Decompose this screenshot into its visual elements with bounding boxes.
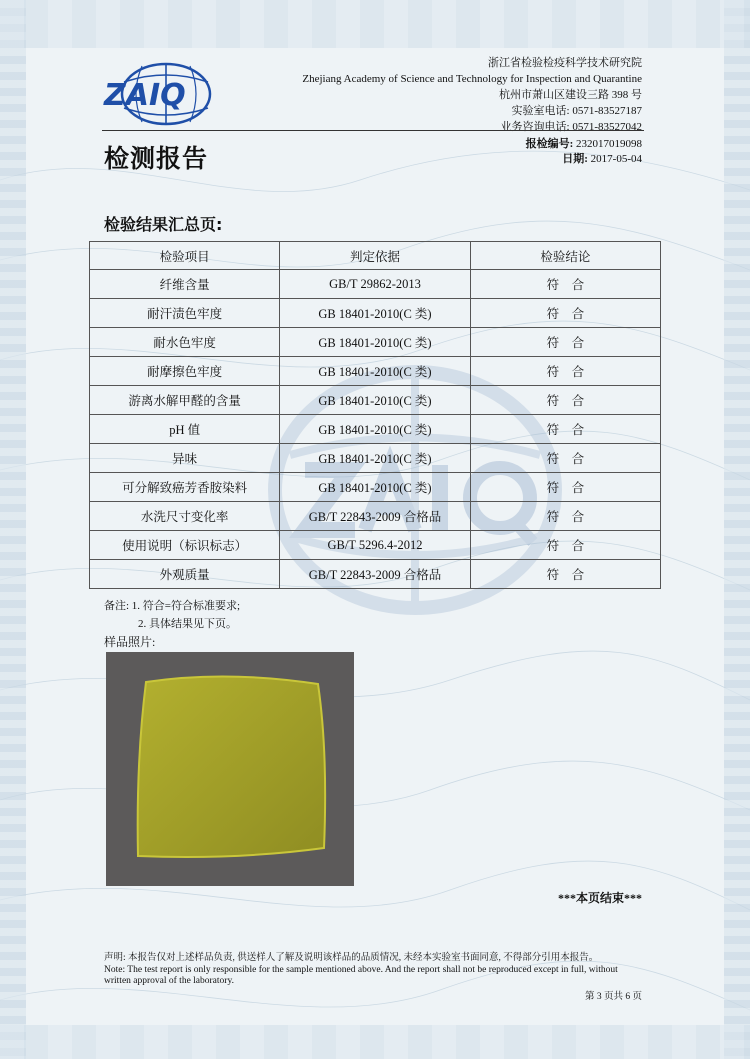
test-item: 耐汗渍色牢度	[90, 299, 280, 328]
table-row	[90, 386, 661, 415]
end-of-page-mark: ***本页结束***	[557, 891, 642, 905]
report-meta	[526, 137, 642, 167]
table-row	[90, 560, 661, 589]
header-conclusion: 检验结论	[470, 242, 660, 270]
standard: GB 18401-2010(C 类)	[280, 444, 470, 473]
conclusion: 符 合	[470, 386, 660, 415]
report-number-line	[526, 137, 642, 152]
conclusion: 符 合	[470, 560, 660, 589]
conclusion: 符 合	[470, 270, 660, 299]
page-number: 第 3 页共 6 页	[584, 992, 642, 1002]
report-number: 232017019098	[576, 138, 642, 150]
table-row	[90, 531, 661, 560]
test-item: 可分解致癌芳香胺染料	[90, 473, 280, 502]
test-item: 外观质量	[90, 560, 280, 589]
org-address: 杭州市萧山区建设三路 398 号	[499, 89, 642, 101]
conclusion: 符 合	[470, 299, 660, 328]
zaiq-logo	[100, 60, 230, 130]
standard: GB 18401-2010(C 类)	[280, 386, 470, 415]
table-row	[90, 328, 661, 357]
standard: GB 18401-2010(C 类)	[280, 357, 470, 386]
test-item: 异味	[90, 444, 280, 473]
conclusion: 符 合	[470, 502, 660, 531]
page-title: 检测报告	[104, 144, 209, 173]
conclusion: 符 合	[470, 531, 660, 560]
standard: GB 18401-2010(C 类)	[280, 299, 470, 328]
standard: GB/T 5296.4-2012	[280, 531, 470, 560]
test-item: 使用说明（标识标志）	[90, 531, 280, 560]
test-item: 纤维含量	[90, 270, 280, 299]
header-test-item: 检验项目	[90, 242, 280, 270]
header-standard: 判定依据	[280, 242, 470, 270]
sample-photo-label: 样品照片:	[104, 635, 156, 649]
conclusion: 符 合	[470, 357, 660, 386]
table-row	[90, 473, 661, 502]
standard: GB/T 29862-2013	[280, 270, 470, 299]
summary-title: 检验结果汇总页:	[104, 215, 223, 234]
conclusion: 符 合	[470, 415, 660, 444]
conclusion: 符 合	[470, 473, 660, 502]
business-phone: 业务咨询电话: 0571-83527042	[500, 121, 642, 133]
table-header-row	[90, 242, 661, 270]
standard: GB 18401-2010(C 类)	[280, 473, 470, 502]
organization-info	[302, 55, 642, 135]
disclaimer-cn: 声明: 本报告仅对上述样品负责, 供送样人了解及说明该样品的品质情况, 未经本实验室书面同意, 不得部分引用本报告。	[104, 953, 599, 963]
remark-line-1: 备注: 1. 符合=符合标准要求;	[104, 600, 241, 612]
report-number-label: 报检编号:	[525, 138, 574, 150]
test-item: 游离水解甲醛的含量	[90, 386, 280, 415]
left-security-border	[0, 0, 26, 1059]
results-table	[89, 241, 661, 589]
svg-text:ZAIQ: ZAIQ	[104, 78, 186, 113]
lab-phone: 实验室电话: 0571-83527187	[511, 105, 642, 117]
table-row	[90, 502, 661, 531]
test-item: 水洗尺寸变化率	[90, 502, 280, 531]
bottom-security-band	[0, 1025, 750, 1059]
sample-photo	[106, 652, 354, 886]
table-row	[90, 357, 661, 386]
right-security-border	[724, 0, 750, 1059]
report-date-line	[526, 152, 642, 167]
table-row	[90, 299, 661, 328]
standard: GB 18401-2010(C 类)	[280, 328, 470, 357]
header-divider	[102, 130, 644, 131]
table-row	[90, 415, 661, 444]
test-item: 耐水色牢度	[90, 328, 280, 357]
standard: GB/T 22843-2009 合格品	[280, 502, 470, 531]
org-name-en: Zhejiang Academy of Science and Technology for Inspection and Quarantine	[302, 73, 642, 85]
sample-fabric-image	[106, 652, 354, 886]
conclusion: 符 合	[470, 444, 660, 473]
remarks	[104, 597, 240, 633]
standard: GB/T 22843-2009 合格品	[280, 560, 470, 589]
test-item: pH 值	[90, 415, 280, 444]
table-row	[90, 270, 661, 299]
conclusion: 符 合	[470, 328, 660, 357]
standard: GB 18401-2010(C 类)	[280, 415, 470, 444]
report-date-label: 日期:	[562, 153, 588, 165]
top-security-band	[0, 0, 750, 48]
remark-line-2: 2. 具体结果见下页。	[138, 618, 237, 630]
disclaimer-en: Note: The test report is only responsible for the sample mentioned above. And the report shall not be reproduced except in full, without written approval of the laboratory.	[104, 965, 618, 986]
report-date: 2017-05-04	[590, 153, 642, 165]
test-item: 耐摩擦色牢度	[90, 357, 280, 386]
table-row	[90, 444, 661, 473]
org-name-cn: 浙江省检验检疫科学技术研究院	[488, 57, 642, 69]
